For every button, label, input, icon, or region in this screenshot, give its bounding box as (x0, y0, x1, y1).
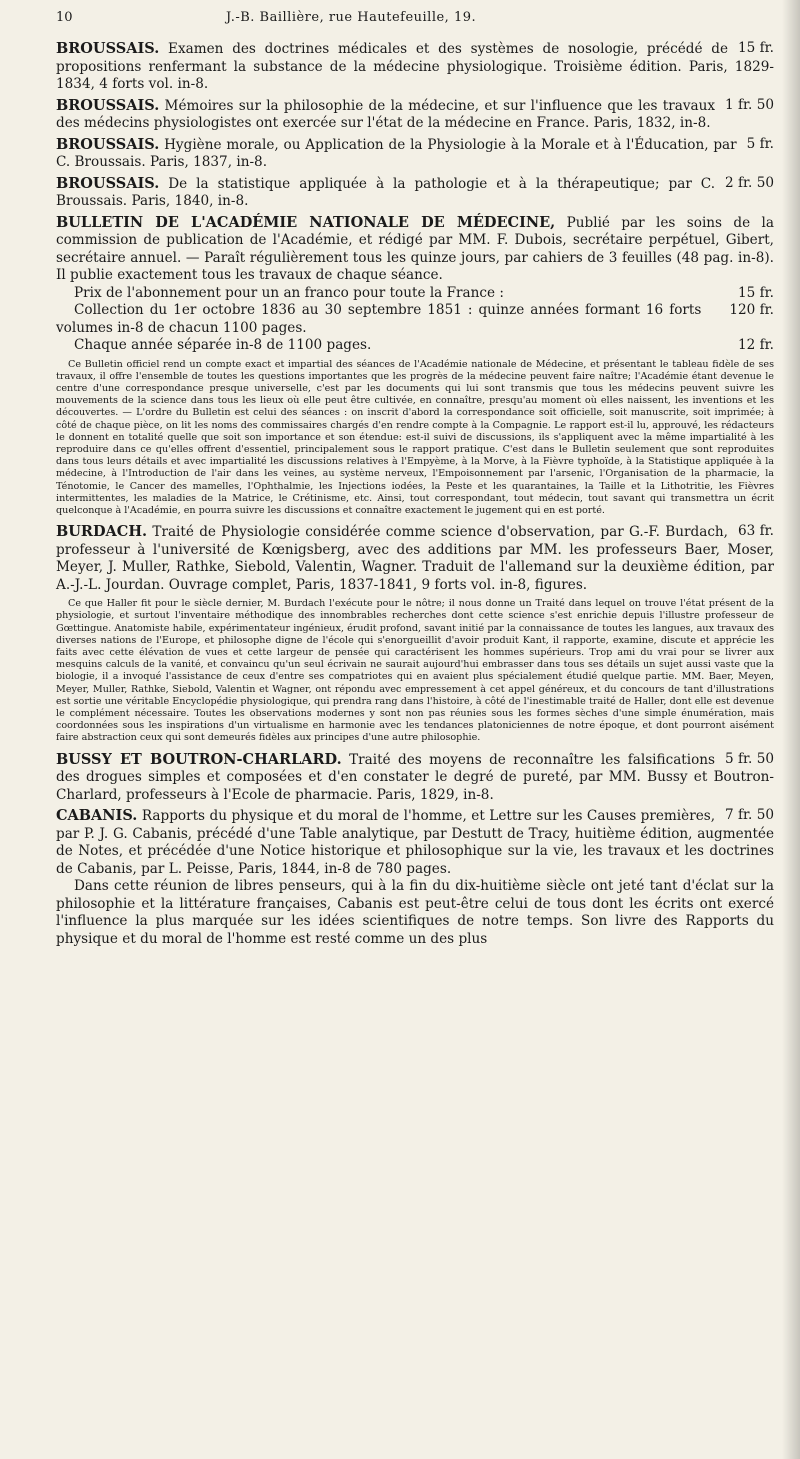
price: 63 fr. (738, 523, 774, 540)
entry-headword: BUSSY ET BOUTRON-CHARLARD. (56, 750, 342, 768)
entry-text: De la statistique appliquée à la pathologie et à la thérapeutique; par C. Broussais. Paris, 1840, in-8. (56, 175, 716, 209)
entry-headword: CABANIS. (56, 807, 138, 825)
price: 7 fr. 50 (725, 807, 774, 824)
price-line: Collection du 1er octobre 1836 au 30 septembre 1851 : quinze années formant 16 forts volumes in-8 de chacun 1100 pages. (56, 302, 702, 336)
entry-cabanis (56, 807, 774, 948)
entry-text: Publié par les soins de la commission de publication de l'Académie, et rédigé par MM. F. Dubois, secrétaire perpétuel, Gibert, secrétaire annuel. — Paraît régulièrement tous les quinze jours, par cahiers de 3 feuilles (48 pag. in-8). Il publie exactement tous les travaux de chaque séance. (56, 214, 774, 283)
entry-text: Rapports du physique et du moral de l'homme, et Lettre sur les Causes premières, par P. J. G. Cabanis, précédé d'une Table analytique, par Destutt de Tracy, huitième édition, augmentée de Notes, et précédée d'une Notice historique et philosophique sur la vie, les travaux et les doctrines de Cabanis, par L. Peisse, Paris, 1844, in-8 de 780 pages. (56, 808, 774, 877)
entry-note: Ce Bulletin officiel rend un compte exact et impartial des séances de l'Académie nationale de Médecine, et présentant le tableau fidèle de ses travaux, il offre l'ensemble de toutes les questions importantes que les progrès de la médecine peuvent faire naître; l'Académie étant devenue le centre d'une correspondance presque universelle, c'est par les documents qui lui sont transmis que tous les médecins peuvent suivre les mouvements de la science dans tous les lieux où elle peut être cultivée, en connaître, presqu'au moment où elles naissent, les inventions et les découvertes. — L'ordre du Bulletin est celui des séances : on inscrit d'abord la correspondance soit officielle, soit manuscrite, soit imprimée; à côté de chaque pièce, on lit les noms des commissaires chargés d'en rendre compte à la Compagnie. Le rapport est-il lu, approuvé, les rédacteurs le donnent en totalité quelle que soit son importance et son étendue: est-il suivi de discussions, ils s'appliquent avec la même impartialité à les reproduire dans ce qu'elles offrent d'essentiel, principalement sous le rapport pratique. C'est dans le Bulletin seulement que sont reproduites dans tous leurs détails et avec impartialité les discussions relatives à l'Empyème, à la Morve, à la Fièvre typhoïde, à la Statistique appliquée à la médecine, à l'Introduction de l'air dans les veines, au système nerveux, l'Empoisonnement par l'arsenic, l'Organisation de la pharmacie, la Ténotomie, le Cancer des mamelles, l'Ophthalmie, les Injections iodées, la Peste et les quarantaines, la Taille et la Lithotritie, les Fièvres intermittentes, les maladies de la Matrice, le Crétinisme, etc. Ainsi, tout correspondant, tout médecin, tout savant qui transmettra un écrit quelconque à l'Académie, en pourra suivre les discussions et connaître exactement le jugement qui en est porté. (56, 358, 774, 516)
price-line: Chaque année séparée in-8 de 1100 pages. (74, 337, 372, 353)
entry-note: Ce que Haller fit pour le siècle dernier, M. Burdach l'exécute pour le nôtre; il nous donne un Traité dans lequel on trouve l'état présent de la physiologie, et surtout l'inventaire méthodique des innombrables recherches dont cette science s'est enrichie depuis l'illustre professeur de Gœttingue. Anatomiste habile, expérimentateur ingénieux, érudit profond, savant initié par la connaissance de toutes les langues, aux travaux des diverses nations de l'Europe, et philosophe digne de l'école qui s'enorgueillit d'avoir produit Kant, il rapporte, examine, discute et apprécie les faits avec cette élévation de vues et cette largeur de pensée qui caractérisent les hommes supérieurs. Trop ami du vrai pour se livrer aux mesquins calculs de la vanité, et convaincu qu'un seul écrivain ne saurait aujourd'hui embrasser dans tous ses détails un sujet aussi vaste que la biologie, il a invoqué l'assistance de ceux d'entre ses compatriotes qui en avaient plus spécialement étudié quelque partie. MM. Baer, Meyen, Meyer, Muller, Rathke, Siebold, Valentin et Wagner, ont répondu avec empressement à cet appel généreux, et du concours de tant d'illustrations est sortie une véritable Encyclopédie physiologique, qui prendra rang dans l'histoire, à côté de l'inestimable traité de Haller, dont elle est devenue le complément nécessaire. Toutes les observations modernes y sont non pas réunies sous les formes sèches d'une simple énumération, mais coordonnées sous les inspirations d'un virtualisme en harmonie avec les tendances platoniciennes de notre époque, et dont pourront aisément faire abstraction ceux qui sont demeurés fidèles aux principes d'une autre philosophie. (56, 598, 774, 744)
price: 15 fr. (738, 40, 774, 56)
price-line: Prix de l'abonnement pour un an franco pour toute la France : (74, 284, 504, 301)
price: 15 fr. (738, 284, 774, 301)
entry-text: Mémoires sur la philosophie de la médecine, et sur l'influence que les travaux des médecins physiologistes ont exercée sur l'état de la médecine en France. Paris, 1832, in-8. (56, 97, 716, 131)
entry-headword: BROUSSAIS. (56, 40, 160, 57)
entry-headword: BROUSSAIS. (56, 174, 160, 192)
entry-broussais-examen (56, 40, 774, 94)
running-title: J.-B. Baillière, rue Hautefeuille, 19. (226, 10, 477, 25)
entry-burdach (56, 523, 774, 744)
entry-headword: BROUSSAIS. (56, 135, 160, 153)
entry-bulletin-academie (56, 214, 774, 518)
price: 1 fr. 50 (725, 96, 774, 113)
entry-broussais-memoires (56, 97, 774, 133)
entry-headword: BURDACH. (56, 523, 148, 541)
price: 2 fr. 50 (725, 174, 774, 191)
price: 12 fr. (738, 337, 774, 353)
price: 5 fr. 50 (725, 750, 774, 767)
page-number: 10 (56, 10, 73, 25)
entry-text: Traité de Physiologie considérée comme science d'observation, par G.-F. Burdach, professeur à l'université de Kœnigsberg, avec des additions par MM. les professeurs Baer, Moser, Meyer, J. Muller, Rathke, Siebold, Valentin, Wagner. Traduit de l'allemand sur la deuxième édition, par A.-J.-L. Jourdan. Ouvrage complet, Paris, 1837-1841, 9 forts vol. in-8, figures. (56, 524, 774, 593)
price: 5 fr. (746, 135, 774, 152)
entry-broussais-hygiene (56, 136, 774, 172)
entry-broussais-statistique (56, 175, 774, 211)
price: 120 fr. (729, 302, 774, 318)
entry-headword: BROUSSAIS. (56, 96, 160, 114)
page-edge-shadow (782, 0, 800, 1459)
running-head (56, 10, 774, 40)
entry-text: Examen des doctrines médicales et des systèmes de nosologie, précédé de propositions renfermant la substance de la médecine physiologique. Troisième édition. Paris, 1829-1834, 4 forts vol. in-8. (56, 41, 774, 92)
entry-commentary: Dans cette réunion de libres penseurs, qui à la fin du dix-huitième siècle ont jeté tant d'éclat sur la philosophie et la littérature françaises, Cabanis est peut-être celui de tous dont les écrits ont exercé l'influence la plus marquée sur les idées scientifiques de notre temps. Son livre des Rapports du physique et du moral de l'homme est resté comme un des plus (56, 878, 774, 947)
entry-bussy-boutron (56, 751, 774, 805)
entry-text: Hygiène morale, ou Application de la Physiologie à la Morale et à l'Éducation, par C. Broussais. Paris, 1837, in-8. (56, 136, 737, 170)
entry-text: Traité des moyens de reconnaître les falsifications des drogues simples et composées et d'en constater le degré de pureté, par MM. Bussy et Boutron-Charlard, professeurs à l'Ecole de pharmacie. Paris, 1829, in-8. (56, 751, 774, 803)
entry-headword: BULLETIN DE L'ACADÉMIE NATIONALE DE MÉDECINE, (56, 213, 556, 231)
